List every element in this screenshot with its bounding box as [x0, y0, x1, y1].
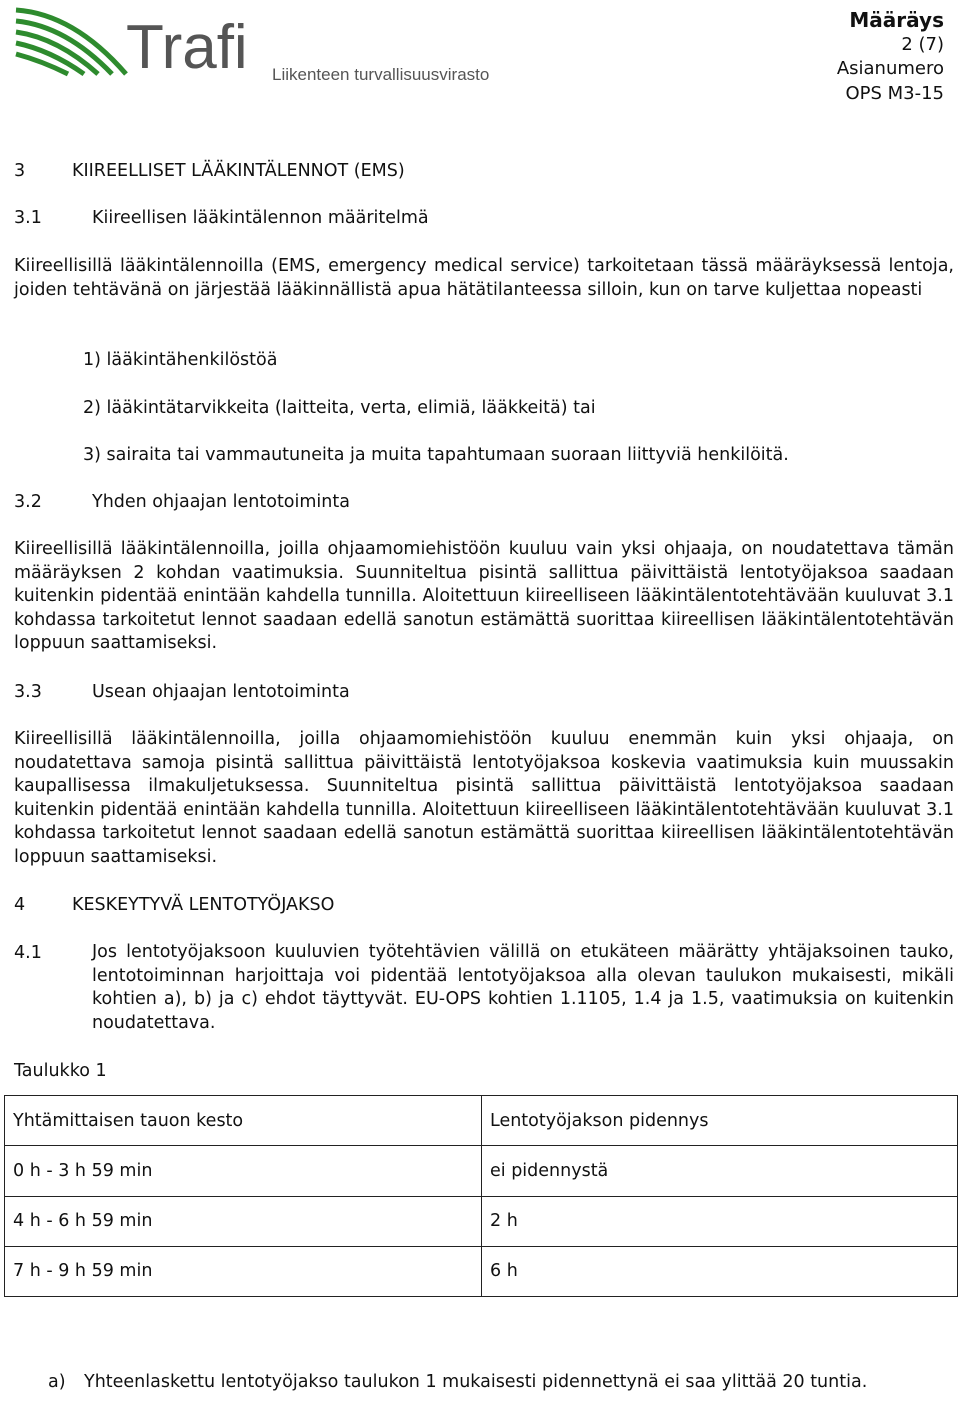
reference-value: OPS M3-15 [845, 82, 944, 104]
logo-wordmark: Trafi [126, 13, 248, 82]
list-item: 2) lääkintätarvikkeita (laitteita, verta, elimiä, lääkkeitä) tai [83, 398, 596, 418]
document-type: Määräys [849, 8, 944, 32]
section-title: KIIREELLISET LÄÄKINTÄLENNOT (EMS) [72, 161, 405, 181]
condition-marker: a) [48, 1372, 66, 1392]
list-item: 1) lääkintähenkilöstöä [83, 350, 278, 370]
section-title: Kiireellisen lääkintälennon määritelmä [92, 208, 429, 228]
section-3-1-heading [14, 206, 429, 230]
logo-tagline: Liikenteen turvallisuusvirasto [272, 65, 490, 84]
section-4-heading [14, 893, 335, 917]
section-title: KESKEYTYVÄ LENTOTYÖJAKSO [72, 895, 335, 915]
table-cell: 7 h - 9 h 59 min [5, 1246, 482, 1296]
table-header-row [5, 1096, 958, 1146]
section-number: 3 [14, 161, 26, 181]
table-cell: 0 h - 3 h 59 min [5, 1146, 482, 1196]
condition-text: Yhteenlaskettu lentotyöjakso taulukon 1 mukaisesti pidennettynä ei saa ylittää 20 tuntia. [84, 1372, 868, 1392]
section-number: 4 [14, 895, 26, 915]
page-number: 2 (7) [901, 33, 944, 55]
section-title: Yhden ohjaajan lentotoiminta [92, 492, 350, 512]
section-3-2-heading [14, 490, 350, 514]
table-header-cell: Yhtämittaisen tauon kesto [5, 1096, 482, 1146]
condition-a [48, 1370, 954, 1394]
section-number: 3.1 [14, 208, 42, 228]
section-3-3-body: Kiireellisillä lääkintälennoilla, joilla ohjaamomiehistöön kuuluu enemmän kuin yksi ohjaaja, on noudatettava samoja pisintä sallittua päivittäistä lentotyöjaksoa koskevia vaatimuksia kuin muussakin kaupallisessa ilmakuljetuksessa. Suunniteltua pisintä sallittua päivittäistä lentotyöjaksoa saadaan kuitenkin pidentää enintään kahdella tunnilla. Aloitettuun kiireelliseen lääkintälentotehtävään kuuluvat 3.1 kohdassa tarkoitetut lennot saadaan edellä sanotun estämättä suorittaa kiireellisen lääkintälentotehtävän loppuun saattamiseksi. [14, 729, 954, 867]
table-caption: Taulukko 1 [14, 1061, 107, 1081]
table-cell: 2 h [482, 1196, 958, 1246]
table-row [5, 1146, 958, 1196]
document-header [837, 8, 944, 106]
list-item: 3) sairaita tai vammautuneita ja muita tapahtumaan suoraan liittyviä henkilöitä. [83, 445, 789, 465]
break-extension-table [4, 1095, 958, 1297]
trafi-logo [14, 4, 514, 84]
section-title: Usean ohjaajan lentotoiminta [92, 682, 350, 702]
section-3-2-body: Kiireellisillä lääkintälennoilla, joilla ohjaamomiehistöön kuuluu vain yksi ohjaaja, on noudatettava tämän määräyksen 2 kohdan vaatimuksia. Suunniteltua pisintä sallittua päivittäistä lentotyöjaksoa saadaan kuitenkin pidentää enintään kahdella tunnilla. Aloitettuun kiireelliseen lääkintälentotehtävään kuuluvat 3.1 kohdassa tarkoitetut lennot saadaan edellä sanotun estämättä suorittaa kiireellisen lääkintälentotehtävän loppuun saattamiseksi. [14, 539, 954, 653]
table-row [5, 1196, 958, 1246]
table-cell: 4 h - 6 h 59 min [5, 1196, 482, 1246]
section-4-1-body: Jos lentotyöjaksoon kuuluvien työtehtävien välillä on etukäteen määrätty yhtäjaksoinen tauko, lentotoiminnan harjoittaja voi pidentää lentotyöjaksoa alla olevan taulukon mukaisesti, mikäli kohtien a), b) ja c) ehdot täyttyvät. EU-OPS kohtien 1.1105, 1.4 ja 1.5, vaatimuksia on kuitenkin noudatettava. [92, 942, 954, 1033]
reference-label: Asianumero [836, 58, 944, 79]
trafi-swoosh-icon [14, 4, 514, 84]
table-cell: ei pidennystä [482, 1146, 958, 1196]
section-3-1-intro: Kiireellisillä lääkintälennoilla (EMS, emergency medical service) tarkoitetaan tässä määräyksessä lentoja, joiden tehtävänä on järjestää lääkinnällistä apua hätätilanteessa silloin, kun on tarve kuljettaa nopeasti [14, 256, 954, 300]
section-number: 3.2 [14, 492, 42, 512]
table-row [5, 1246, 958, 1296]
section-number: 3.3 [14, 682, 42, 702]
section-4-1-number: 4.1 [14, 943, 42, 963]
table-cell: 6 h [482, 1246, 958, 1296]
section-3-3-heading [14, 680, 350, 704]
section-3-heading [14, 159, 405, 183]
table-header-cell: Lentotyöjakson pidennys [482, 1096, 958, 1146]
